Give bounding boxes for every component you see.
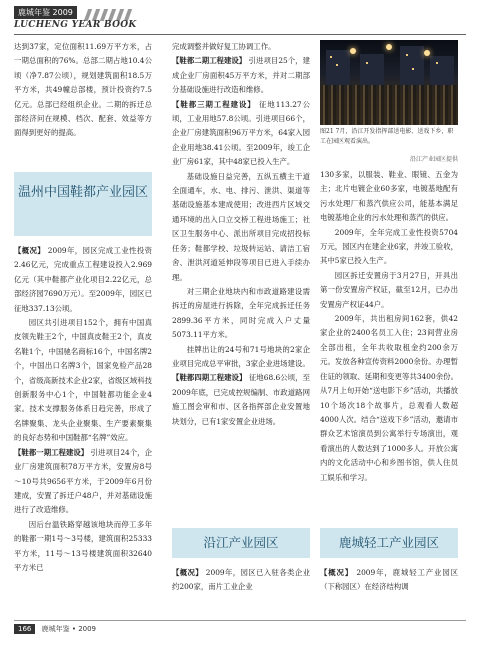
column-1-body (14, 244, 152, 575)
section-heading: 【概况】 (172, 568, 204, 577)
paragraph-text: 征地113.27公顷，工业用地57.8公顷。引进项目66个，企业厂房建筑面积96万平方米，64家入园企业用地38.41公顷。至2009年，竣工企业厂房61家，其中48家已投入生产。 (172, 99, 310, 167)
section-heading: 【概况】 (320, 568, 354, 577)
column-1-top (14, 40, 152, 141)
column-2-bottom (172, 566, 310, 595)
column-2 (172, 40, 310, 429)
footer-rule (14, 620, 466, 621)
paragraph: 对三期企业地块内和市政道路建设需拆迁的房屋进行拆除，全年完成拆迁任务2899.36平方米，同时完成入户丈量5073.11平方米。 (172, 286, 310, 340)
photo-credit: 沿江产业园区提供 (409, 156, 458, 163)
paragraph-text: 2009年，园区已入驻各类企业约200家，南片工业企业 (172, 568, 310, 592)
paragraph: 园区拆迁安置房于3月27日，开具出第一份安置房产权证，截至12月，已办出安置房产权证44户。 (320, 270, 458, 309)
header-rule (14, 34, 466, 35)
paragraph: 2009年，共出租房间162套，供42家企业的2400名员工入住；23间营业房全部出租，全年共收取租金约200余万元。发放各种宣传资料2000余份。办理暂住证的领取、延期和变更等共3400余份。从7月上旬开始“送电影下乡”活动，共播放10个场次18个故事片，总观看人数超4000人次。结合“送戏下乡”活动，邀请市群众艺术馆演员到公寓举行专场演出，观看演出的人数达到了1000多人。开放公寓内的文化活动中心和乡图书馆，供人住员工娱乐和学习。 (320, 314, 458, 482)
section-heading: 【鞋都二期工程建设】 (172, 56, 247, 66)
paragraph-overview (14, 244, 152, 316)
paragraph: 达到37家，定位面积11.69万平方米，占一期总面积的76%。总部二期占地10.4公顷（净7.87公顷），规划建筑面积18.5万平方米，共49幢总部楼，预计投资约7.5亿元。总部已经组织企业。二期的拆迁总部经济问在规模、档次、配套、效益等方面得到更好的提高。 (14, 42, 152, 138)
section-banner-riverside: 沿江产业园区 (172, 528, 310, 558)
running-head-title: 鹿城年鉴 2009 (14, 6, 77, 19)
column-3 (320, 168, 458, 485)
event-photo (320, 40, 458, 125)
running-head-subtitle: LUCHENG YEAR BOOK (14, 20, 137, 30)
paragraph: 完成调整并做好复工协调工作。 (172, 42, 276, 51)
page-header (0, 0, 480, 40)
paragraph-text: 2009年，鹿城轻工产业园区（下称园区）在经济结构调 (320, 568, 458, 592)
section-banner-shoe-capital: 温州中国鞋都产业园区 (14, 172, 152, 236)
photo-caption: 图21 7月，沿江开发指挥部送电影、送戏下乡，职工在园区观看演出。 (320, 128, 454, 145)
header-stripes-decoration (86, 6, 146, 18)
paragraph: 因后台温铁路穿越该地块而停工多年的鞋都一期1号～3号楼，建筑面积25333平方米，11号～13号楼建筑面积32640平方米已 (14, 519, 152, 572)
paragraph-text: 征地68.6公顷，至2009年底，已完成控规编制、市政道路网施工图会审和市、区各指挥部企业安置地块划分，已有1家安置企业进场。 (172, 373, 310, 426)
paragraph-text: 引进项目24个，企业厂房建筑面积78万平方米，安置房8号～10号共9656平方米，于2009年6月份建成，安置了拆迁户48户，并对基础设施进行了改造维修。 (14, 447, 152, 515)
column-3-bottom (320, 566, 458, 595)
section-heading: 【鞋都一期工程建设】 (14, 447, 89, 457)
footer-title: 鹿城年鉴 • 2009 (41, 625, 97, 633)
paragraph-text: 2009年，园区完成工业性投资2.46亿元，完成重点工程建设投入2.969亿元（其中鞋都产业化项目2.22亿元，总部经济园7690万元）。至2009年，园区已征地337.13公顷。 (14, 246, 152, 313)
paragraph: 基础设施日益完善，五纵五横主干道全面通车，水、电、排污、泄洪、渠道等基础设施基本建成使用；改进西片区域交通环境的出入口立交桥工程进场施工；社区卫生服务中心、派出所项目完成招投标任务；鞋都学校、垃圾转运站、请洁工宿舍、泄洪河道延伸段等项目已进入手续办理。 (172, 171, 310, 282)
section-heading: 【概况】 (14, 246, 46, 255)
paragraph: 130多家，以服装、鞋业、眼镜、五金为主；北片电镀企业60多家，电镀基地配有污水处理厂和蒸汽供应公司，能基本满足电镀基地企业的污水处理和蒸汽的供应。 (320, 170, 458, 223)
section-heading: 【鞋都三期工程建设】 (172, 99, 256, 109)
page-footer (14, 624, 96, 634)
paragraph: 园区共引进项目152个，拥有中国真皮领先鞋王2个，中国真皮鞋王2个，真皮名鞋1个，中国驰名商标16个，中国名牌2个，中国出口名牌3个，国家免检产品28个，省级高新技术企业2家，省级区域科技创新服务中心1个，中国鞋都功能企业4家。技术支撑服务体系日趋完善，形成了名牌聚集、龙头企业聚集、生产要素聚集的良好态势和中国鞋都“名牌”效应。 (14, 318, 152, 443)
page-number: 166 (14, 624, 35, 634)
section-banner-light-industry: 鹿城轻工产业园区 (320, 528, 458, 558)
section-heading: 【鞋都四期工程建设】 (172, 373, 247, 383)
paragraph: 2009年，全年完成工业性投资5704万元，园区内在建企业6家，并竣工验收，其中5家已投入生产。 (320, 227, 458, 266)
paragraph-text: 引进项目25个，建成企业厂房面积45万平方米，并对二期部分基础设施进行改造和维修。 (172, 56, 310, 95)
paragraph: 挂牌出让的24号和71号地块的2家企业项目完成总平审批，3家企业进场建设。 (172, 344, 310, 368)
